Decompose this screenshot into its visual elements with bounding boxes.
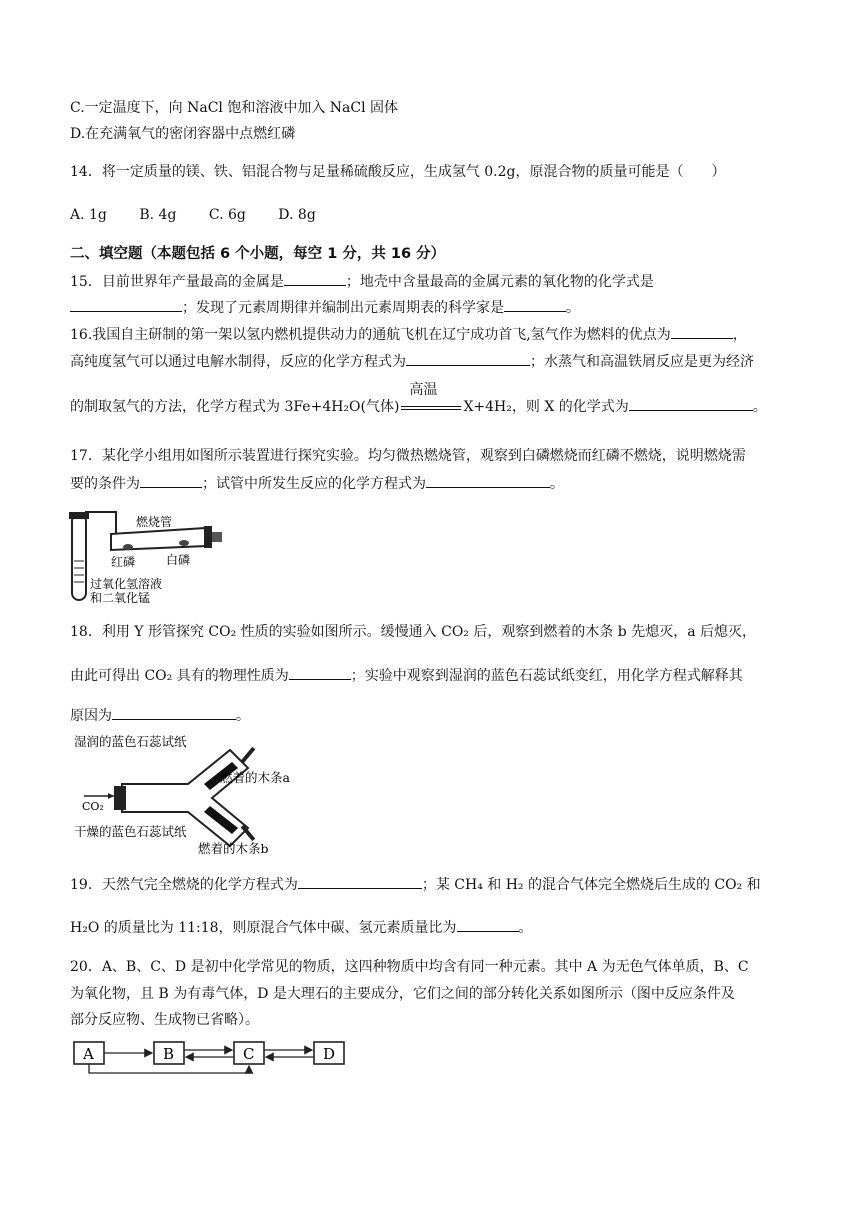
test-tube [72,514,86,600]
q18-line1: 18．利用 Y 形管探究 CO₂ 性质的实验如图所示。缓慢通入 CO₂ 后，观察到燃着的木条 b 先熄灭，a 后熄灭， [70,624,757,640]
white-phosphorus [179,540,189,546]
q20-line2: 为氧化物，且 B 为有毒气体，D 是大理石的主要成分，它们之间的部分转化关系如图所示（图中反应条件及 [70,986,735,1002]
q14-stem: 14．将一定质量的镁、铁、铝混合物与足量稀硫酸反应，生成氢气 0.2g，原混合物的质量可能是（ ） [70,164,726,180]
answer-blank[interactable] [289,666,351,680]
q14-options [70,206,344,224]
label-c: C [243,1045,255,1063]
answer-blank[interactable] [504,298,566,312]
answer-blank[interactable] [406,352,530,366]
answer-blank[interactable] [284,272,346,286]
q14-option-d: D. 8g [278,207,316,223]
q19-line2: H₂O 的质量比为 11:18，则原混合气体中碳、氢元素质量比为 。 [70,920,533,936]
label-solution: 过氧化氢溶液 [90,577,163,591]
label-tube: 燃烧管 [136,515,173,529]
label-stick-a: 燃着的木条a [220,770,290,785]
y-tube-figure [70,732,310,857]
answer-blank[interactable] [629,397,753,411]
q20-line3: 部分反应物、生成物已省略）。 [70,1012,259,1028]
option-c: C.一定温度下，向 NaCl 饱和溶液中加入 NaCl 固体 [70,100,399,116]
answer-blank[interactable] [112,706,236,720]
q14-option-b: B. 4g [139,207,177,223]
label-stick-b: 燃着的木条b [198,841,269,856]
q18-line3: 原因为 。 [70,708,250,724]
combustion-apparatus-figure [66,506,226,606]
red-phosphorus [123,544,133,550]
q16-line3: 的制取氢气的方法，化学方程式为 3Fe+4H₂O(气体) 高温 X+4H₂，则 X 的化学式为 。 [70,382,767,415]
label-red-phosphorus: 红磷 [111,555,136,569]
q15-line2: ；发现了元素周期律并编制出元素周期表的科学家是 。 [70,298,580,317]
answer-blank[interactable] [298,875,422,889]
q17-line1: 17．某化学小组用如图所示装置进行探究实验。均匀微热燃烧管，观察到白磷燃烧而红磷不燃烧，说明燃烧需 [70,448,746,464]
reaction-condition: 高温 [399,398,463,416]
q16-line1: 16.我国自主研制的第一架以氢内燃机提供动力的通航飞机在辽宁成功首飞,氢气作为燃料的优点为 ， [70,327,747,343]
q19-line1: 19．天然气完全燃烧的化学方程式为 ；某 CH₄ 和 H₂ 的混合气体完全燃烧后生成的 CO₂ 和 [70,877,761,893]
label-d: D [323,1045,336,1063]
answer-blank[interactable] [70,298,182,312]
arrow-a-c [89,1064,249,1073]
q15-line1: 15．目前世界年产量最高的金属是 ；地壳中含量最高的金属元素的氧化物的化学式是 [70,274,654,290]
option-d: D.在充满氧气的密闭容器中点燃红磷 [70,126,296,142]
label-a: A [83,1045,94,1063]
section-title: 二、填空题（本题包括 6 个小题，每空 1 分，共 16 分） [70,246,446,262]
q16-line2: 高纯度氢气可以通过电解水制得，反应的化学方程式为 ；水蒸气和高温铁屑反应是更为经济 [70,354,754,370]
q18-line2: 由此可得出 CO₂ 具有的物理性质为 ；实验中观察到湿润的蓝色石蕊试纸变红，用化学方程式解释其 [70,668,743,684]
label-b: B [163,1045,175,1063]
q17-line2: 要的条件为 ；试管中所发生反应的化学方程式为 。 [70,476,564,492]
q14-option-c: C. 6g [208,207,246,223]
conversion-diagram [72,1038,352,1078]
label-wet-paper: 湿润的蓝色石蕊试纸 [74,734,187,749]
q20-line1: 20．A、B、C、D 是初中化学常见的物质，这四种物质中均含有同一种元素。其中 A 为无色气体单质，B、C [70,959,749,975]
label-white-phosphorus: 白磷 [166,553,191,567]
label-dry-paper: 干燥的蓝色石蕊试纸 [74,824,187,839]
q14-option-a: A. 1g [70,207,107,223]
answer-blank[interactable] [426,474,550,488]
burning-stick-a [241,747,256,763]
answer-blank[interactable] [140,474,202,488]
answer-blank[interactable] [457,918,519,932]
label-catalyst: 和二氧化锰 [90,591,151,605]
answer-blank[interactable] [671,325,733,339]
label-co2: CO₂ [82,800,104,813]
